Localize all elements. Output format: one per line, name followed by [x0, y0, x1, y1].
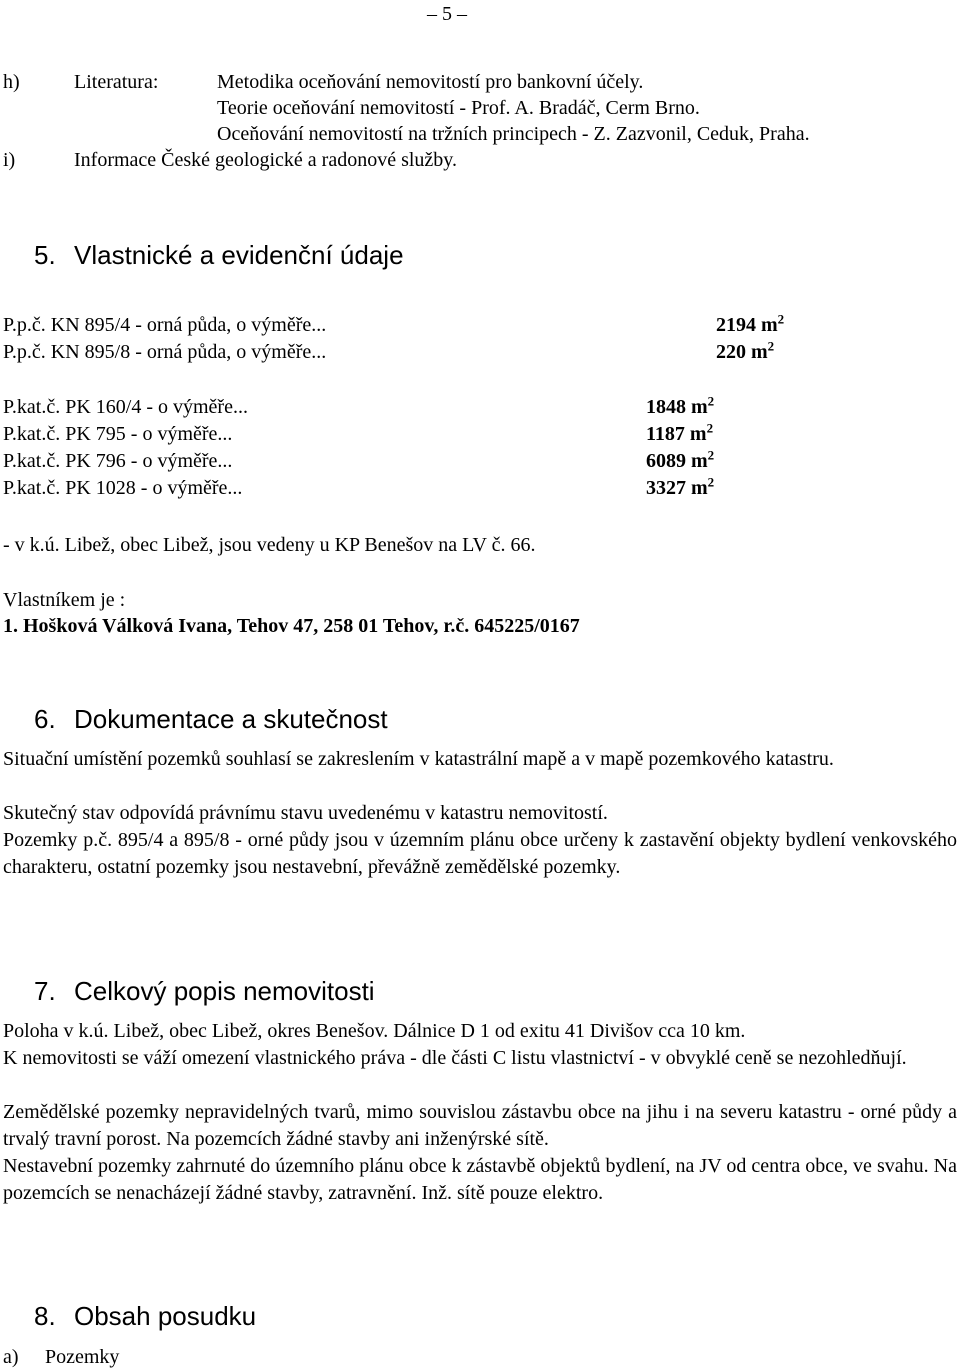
- section-8-item: Pozemky: [45, 1346, 120, 1368]
- parcel-area: 1187 $m^2$: [646, 420, 714, 445]
- parcel-label: P.p.č. KN 895/8 - orná půda, o výměře...: [3, 341, 327, 363]
- parcel-row-kn-895-4: [3, 313, 903, 337]
- information-marker: i): [3, 149, 16, 171]
- section-6-paragraph-3: Pozemky p.č. 895/4 a 895/8 - orné půdy jsou v územním plánu obce určeny k zastavění objekty bydlení venkovského charakteru, ostatní pozemky jsou nestavební, převážně zemědělské pozemky.: [3, 829, 957, 878]
- section-8-title: Obsah posudku: [74, 1301, 257, 1331]
- literature-marker: h): [3, 71, 20, 93]
- parcel-area: 2194 $m^2$: [716, 311, 785, 336]
- literature-label: Literatura:: [74, 71, 159, 93]
- section-5-number: 5.: [34, 240, 56, 270]
- parcel-row-pk-160-4: [3, 395, 903, 419]
- literature-line-2: Teorie oceňování nemovitostí - Prof. A. Bradáč, Cerm Brno.: [217, 97, 700, 119]
- page-number: – 5 –: [427, 3, 467, 25]
- section-6-title: Dokumentace a skutečnost: [74, 704, 388, 734]
- section-6-paragraph-2: Skutečný stav odpovídá právnímu stavu uvedenému v katastru nemovitostí.: [3, 802, 608, 824]
- section-5-title: Vlastnické a evidenční údaje: [74, 240, 404, 270]
- parcel-area: 3327 $m^2$: [646, 474, 715, 499]
- section-6-number: 6.: [34, 704, 56, 734]
- section-7-title: Celkový popis nemovitosti: [74, 976, 375, 1006]
- parcel-row-pk-795: [3, 422, 903, 446]
- registry-note: - v k.ú. Libež, obec Libež, jsou vedeny u KP Benešov na LV č. 66.: [3, 534, 536, 556]
- literature-line-1: Metodika oceňování nemovitostí pro bankovní účely.: [217, 71, 644, 93]
- section-8-number: 8.: [34, 1301, 56, 1331]
- parcel-row-kn-895-8: [3, 340, 903, 364]
- parcel-area: 220 $m^2$: [716, 338, 775, 363]
- parcel-label: P.p.č. KN 895/4 - orná půda, o výměře...: [3, 314, 327, 336]
- section-6-paragraph-1: Situační umístění pozemků souhlasí se zakreslením v katastrální mapě a v mapě pozemkového katastru.: [3, 748, 834, 770]
- section-7-paragraph-2: K nemovitosti se váží omezení vlastnického práva - dle části C listu vlastnictví - v obvyklé ceně se nezohledňují.: [3, 1047, 907, 1069]
- parcel-row-pk-796: [3, 449, 903, 473]
- section-7-paragraph-1: Poloha v k.ú. Libež, obec Libež, okres Benešov. Dálnice D 1 od exitu 41 Divišov cca 10 km.: [3, 1020, 746, 1042]
- parcel-area: 6089 $m^2$: [646, 447, 715, 472]
- section-8-item-marker: a): [3, 1346, 19, 1368]
- parcel-area: 1848 $m^2$: [646, 393, 715, 418]
- parcel-label: P.kat.č. PK 160/4 - o výměře...: [3, 396, 248, 418]
- parcel-label: P.kat.č. PK 796 - o výměře...: [3, 450, 233, 472]
- literature-line-3: Oceňování nemovitostí na tržních principech - Z. Zazvonil, Ceduk, Praha.: [217, 123, 810, 145]
- parcel-label: P.kat.č. PK 1028 - o výměře...: [3, 477, 243, 499]
- section-7-paragraph-4: Nestavební pozemky zahrnuté do územního plánu obce k zástavbě objektů bydlení, na JV od centra obce, ve svahu. Na pozemcích se nenacházejí žádné stavby, zatravnění. Inž. sítě pouze elektro.: [3, 1155, 957, 1204]
- parcel-label: P.kat.č. PK 795 - o výměře...: [3, 423, 233, 445]
- owner-label: Vlastníkem je :: [3, 589, 126, 611]
- section-7-paragraph-3: Zemědělské pozemky nepravidelných tvarů, mimo souvislou zástavbu obce na jihu i na severu katastru - orné půdy a trvalý travní porost. Na pozemcích žádné stavby ani inženýrské sítě.: [3, 1101, 957, 1150]
- information-text: Informace České geologické a radonové služby.: [74, 149, 457, 171]
- section-7-number: 7.: [34, 976, 56, 1006]
- owner-name: 1. Hošková Válková Ivana, Tehov 47, 258 01 Tehov, r.č. 645225/0167: [3, 615, 580, 637]
- parcel-row-pk-1028: [3, 476, 903, 500]
